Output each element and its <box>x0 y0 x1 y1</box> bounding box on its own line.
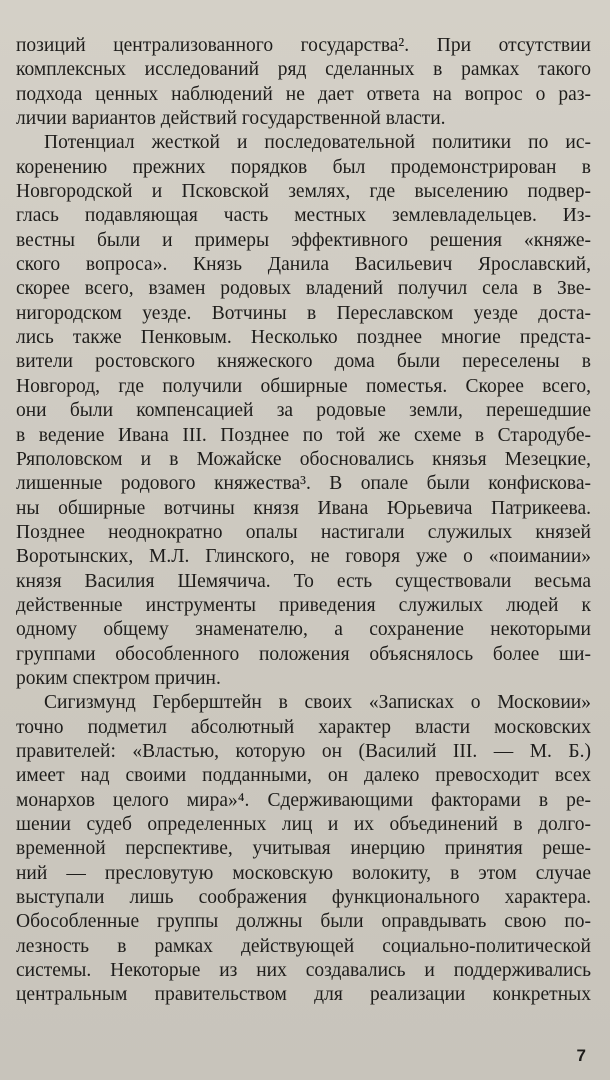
text-line: Ряполовском и в Можайске обосновались князья Мезецкие, <box>16 448 591 470</box>
text-line: лись также Пенковым. Несколько позднее многие предста- <box>16 327 591 349</box>
paragraph <box>16 691 591 1007</box>
text-line: лишенные родового княжества³. В опале были конфискова- <box>16 473 591 495</box>
text-line: ны обширные вотчины князя Ивана Юрьевича Патрикеева. <box>16 497 591 519</box>
text-line: глась подавляющая часть местных землевладельцев. Из- <box>16 205 591 227</box>
text-line: нигородском уезде. Вотчины в Переславском уезде доста- <box>16 302 591 324</box>
text-line: временной перспективе, учитывая инерцию принятия реше- <box>16 838 591 860</box>
text-line: Потенциал жесткой и последовательной политики по ис- <box>44 132 591 154</box>
text-line: личии вариантов действий государственной власти. <box>16 108 446 130</box>
text-line: монархов целого мира»⁴. Сдерживающими факторами в ре- <box>16 789 591 811</box>
text-line: князя Василия Шемячича. То есть существовали весьма <box>16 570 591 592</box>
text-line: центральным правительством для реализации конкретных <box>16 984 591 1006</box>
text-line: комплексных исследований ряд сделанных в рамках такого <box>16 59 591 81</box>
text-line: правителей: «Властью, которую он (Василий III. — М. Б.) <box>16 740 591 762</box>
text-line: Новгород, где получили обширные поместья. Скорее всего, <box>16 375 591 397</box>
body-text <box>16 34 591 1008</box>
page-number: 7 <box>576 1046 586 1065</box>
text-line: они были компенсацией за родовые земли, перешедшие <box>16 400 591 422</box>
text-line: в ведение Ивана III. Позднее по той же схеме в Стародубе- <box>16 424 591 446</box>
text-line: шении судеб определенных лиц и их объединений в долго- <box>16 814 591 835</box>
text-line: скорее всего, взамен родовых владений получил села в Зве- <box>16 278 591 300</box>
text-line: Обособленные группы должны были оправдывать свою по- <box>16 911 591 933</box>
text-line: ского вопроса». Князь Данила Васильевич Ярославский, <box>16 254 591 276</box>
text-line: коренению прежних порядков был продемонстрирован в <box>16 156 591 178</box>
text-line: лезность в рамках действующей социально-политической <box>16 935 591 957</box>
text-line: выступали лишь соображения функционального характера. <box>16 887 591 909</box>
paragraph <box>16 34 591 131</box>
text-line: группами обособленного положения объяснялось более ши- <box>16 643 591 665</box>
text-line: Сигизмунд Герберштейн в своих «Записках о Московии» <box>44 692 591 714</box>
text-line: Воротынских, М.Л. Глинского, не говоря уже о «поимании» <box>16 546 591 568</box>
text-line: ний — пресловутую московскую волокиту, в этом случае <box>16 862 591 884</box>
text-line: роким спектром причин. <box>16 667 221 689</box>
text-line: подхода ценных наблюдений не дает ответа на вопрос о раз- <box>16 83 591 105</box>
text-line: одному общему знаменателю, а сохранение некоторыми <box>16 619 591 641</box>
text-line: точно подметил абсолютный характер власти московских <box>16 716 591 738</box>
text-line: Позднее неоднократно опалы настигали служилых князей <box>16 521 591 543</box>
text-line: действенные инструменты приведения служилых людей к <box>16 594 591 616</box>
text-line: имеет над своими подданными, он далеко превосходит всех <box>16 765 591 787</box>
text-line: Новгородской и Псковской землях, где выселению подвер- <box>16 181 591 203</box>
text-line: системы. Некоторые из них создавались и поддерживались <box>16 960 591 982</box>
text-line: вестны были и примеры эффективного решения «княже- <box>16 229 591 251</box>
paragraph <box>16 131 591 691</box>
text-line: позиций централизованного государства². При отсутствии <box>16 35 591 56</box>
text-line: вители ростовского княжеского дома были переселены в <box>16 351 591 373</box>
